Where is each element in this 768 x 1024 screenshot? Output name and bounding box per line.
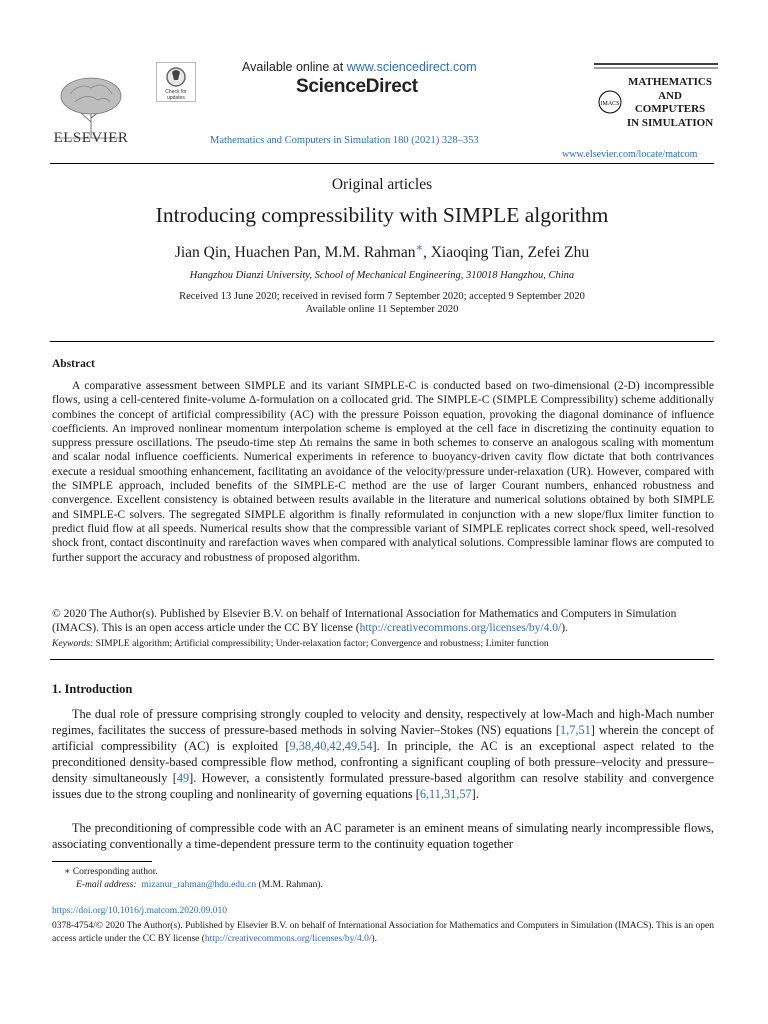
- email-note: E-mail address: mizanur_rahman@hdu.edu.cn (M.M. Rahman).: [76, 880, 323, 890]
- sciencedirect-link[interactable]: www.sciencedirect.com: [346, 60, 477, 74]
- license-link[interactable]: http://creativecommons.org/licenses/by/4.0/: [359, 622, 562, 635]
- journal-logo: [594, 62, 718, 142]
- imacs-badge-text: IMACS: [600, 101, 620, 107]
- corresponding-author-note: ∗ Corresponding author.: [64, 867, 158, 877]
- copyright-notice: © 2020 The Author(s). Published by Elsevier B.V. on behalf of International Association for Mathematics and Computers in Simulation (IMACS). This is an open access article under the CC BY license (http://creativecommons.org/licenses/by/4.0/).: [52, 608, 677, 635]
- available-online-line: Available online at www.sciencedirect.com: [242, 60, 477, 74]
- license-link[interactable]: http://creativecommons.org/licenses/by/4.0/: [204, 934, 372, 944]
- divider: [50, 341, 714, 342]
- journal-logo-line: MATHEMATICS: [628, 76, 712, 88]
- divider: [50, 163, 714, 164]
- journal-logo-line: IN SIMULATION: [626, 116, 714, 129]
- issn-copyright: 0378-4754/© 2020 The Author(s). Published by Elsevier B.V. on behalf of International Association for Mathematics and Computers in Simulation (IMACS). This is an open access article under the CC BY license (http://creativecommons.org/licenses/by/4.0/).: [52, 921, 714, 944]
- journal-homepage-link[interactable]: www.elsevier.com/locate/matcom: [562, 149, 698, 160]
- journal-logo-line: AND: [658, 89, 682, 102]
- citation-link[interactable]: 6,11,31,57: [419, 787, 472, 801]
- article-section: Original articles: [331, 176, 433, 193]
- available-online-date: Available online 11 September 2020: [305, 304, 459, 315]
- citation-link[interactable]: 1,7,51: [560, 723, 591, 737]
- platform-name: ScienceDirect: [296, 76, 418, 97]
- svg-text:updates: updates: [167, 95, 185, 101]
- received-dates: Received 13 June 2020; received in revised form 7 September 2020; accepted 9 September 2020: [179, 291, 585, 302]
- paragraph: The preconditioning of compressible code with an AC parameter is an eminent means of simulating nearly incompressible flows, associating conventionally a time-dependent pressure term to the continuity equation together: [52, 821, 714, 851]
- paragraph: The dual role of pressure comprising strongly coupled to velocity and density, respectively at low-Mach and high-Mach number regimes, facilitates the success of pressure-based methods in solving Navier–Stokes (NS) equations [1,7,51] wherein the concept of artificial compressibility (AC) is exploited [9,38,40,42,49,54]. In principle, the AC is an exceptional aspect related to the preconditioned density-based compressible flow method, confronting a significant coupling of both pressure–velocity and pressure–density simultaneously [49]. However, a consistently formulated pressure-based algorithm can resolve stability and convergence issues due to the strong coupling and nonlinearity of governing equations [6,11,31,57].: [52, 707, 715, 801]
- abstract-heading: Abstract: [52, 358, 95, 370]
- journal-logo-line: COMPUTERS: [634, 103, 706, 115]
- email-link[interactable]: mizanur_rahman@hdu.edu.cn: [141, 880, 257, 890]
- article-title: Introducing compressibility with SIMPLE algorithm: [155, 203, 609, 227]
- citation-link[interactable]: 9,38,40,42,49,54: [289, 739, 373, 753]
- corresponding-author-mark[interactable]: ∗: [415, 242, 423, 254]
- journal-citation-link[interactable]: Mathematics and Computers in Simulation 180 (2021) 328–353: [210, 135, 479, 146]
- keywords: Keywords: SIMPLE algorithm; Artificial compressibility; Under-relaxation factor; Convergence and robustness; Limiter function: [52, 638, 549, 649]
- author-list: Jian Qin, Huachen Pan, M.M. Rahman∗, Xiaoqing Tian, Zefei Zhu: [174, 242, 590, 262]
- citation-link[interactable]: 49: [176, 771, 190, 785]
- divider: [50, 659, 714, 660]
- check-for-updates-badge[interactable]: [156, 62, 196, 102]
- doi-link[interactable]: https://doi.org/10.1016/j.matcom.2020.09.010: [52, 906, 228, 916]
- abstract-text: A comparative assessment between SIMPLE and its variant SIMPLE-C is conducted based on two-dimensional (2-D) incompressible flows, using a cell-centered finite-volume Δ-formulation on a collocated grid. The SIMPLE-C (SIMPLE Compressibility) scheme additionally combines the concept of artificial compressibility (AC) with the pressure Poisson equation, provoking the diagonal dominance of influence coefficients. An improved nonlinear momentum interpolation scheme is employed at the cell face in discretizing the continuity equation to suppress pressure oscillations. The pseudo-time step Δtₗ remains the same in both schemes to conserve an analogous scaling with momentum and scalar nodal influence coefficients. Numerical experiments in reference to buoyancy-driven cavity flow dictate that both contrivances execute a residual smoothing enhancement, facilitating an avoidance of the velocity/pressure under-relaxation (UR). However, compared with the SIMPLE approach, included benefits of the SIMPLE-C method are the use of larger Courant numbers, enhanced robustness and convergence. Excellent consistency is obtained between results available in the literature and numerical solutions obtained by both SIMPLE and SIMPLE-C solvers. The segregated SIMPLE algorithm is finally reformulated in conjunction with a new slope/flux limiter function to predict fluid flow at all speeds. Numerical results show that the compressible variant of SIMPLE replicates correct shock speed, well-resolved shock front, contact discontinuity and rarefaction waves when compared with analytical solutions. Compressible laminar flows are computed to further support the accuracy and robustness of proposed algorithm.: [52, 380, 714, 564]
- affiliation: Hangzhou Dianzi University, School of Mechanical Engineering, 310018 Hangzhou, China: [189, 270, 575, 281]
- check-updates-icon: [156, 62, 196, 102]
- section-heading: 1. Introduction: [52, 682, 133, 696]
- svg-text:Check for: Check for: [165, 89, 187, 95]
- publisher-name: ELSEVIER: [53, 130, 129, 146]
- footnote-divider: [52, 861, 152, 862]
